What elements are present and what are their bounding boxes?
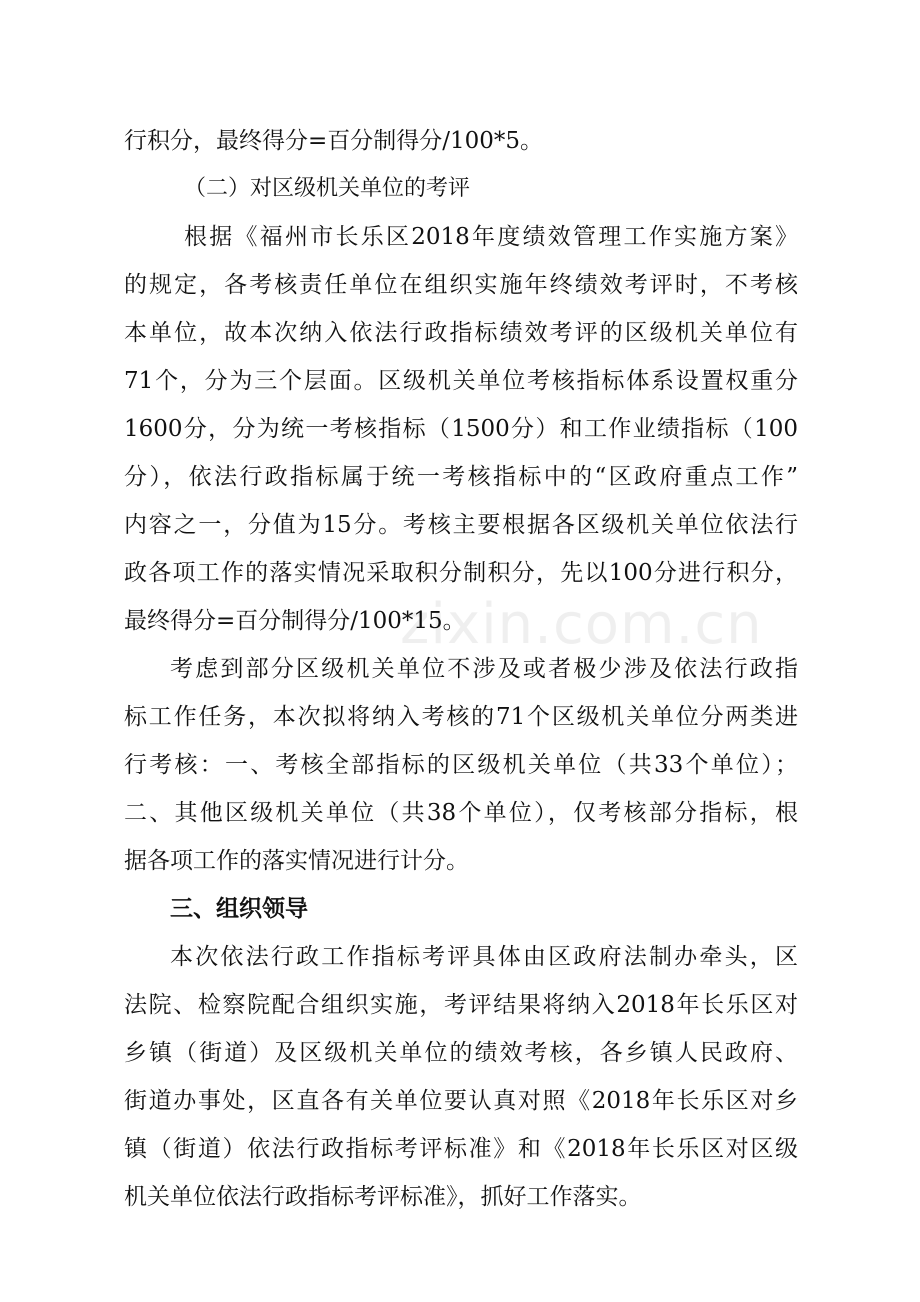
text-line: 机关单位依法行政指标考评标准》，抓好工作落实。 — [124, 1184, 642, 1210]
paragraph-district-units — [124, 213, 798, 645]
document-body — [124, 117, 798, 1221]
text-line: 根据《福州市长乐区2018年度绩效管理工作实施方案》 — [184, 224, 798, 250]
text-line: 内容之一，分值为15分。考核主要根据各区级机关单位依法行 — [124, 512, 798, 538]
text-line: 行积分，最终得分=百分制得分/100*5。 — [124, 128, 544, 154]
text-line: 行考核：一、考核全部指标的区级机关单位（共33个单位）； — [124, 752, 798, 778]
text-line: 法院、检察院配合组织实施，考评结果将纳入2018年长乐区对 — [124, 992, 798, 1018]
watermark-text: zixin.com.cn — [400, 592, 763, 657]
text-line: 街道办事处，区直各有关单位要认真对照《2018年长乐区对乡 — [124, 1088, 798, 1114]
section-subheading: （二）对区级机关单位的考评 — [184, 176, 471, 201]
text-line: 镇（街道）依法行政指标考评标准》和《2018年长乐区对区级 — [124, 1136, 798, 1162]
section-heading: 三、组织领导 — [170, 896, 308, 922]
text-line: 二、其他区级机关单位（共38个单位），仅考核部分指标，根 — [124, 800, 798, 826]
text-line: 据各项工作的落实情况进行计分。 — [124, 848, 469, 874]
text-line: 71个，分为三个层面。区级机关单位考核指标体系设置权重分 — [124, 368, 798, 394]
text-line: 政各项工作的落实情况采取积分制积分，先以100分进行积分， — [124, 560, 798, 586]
text-line: 本单位，故本次纳入依法行政指标绩效考评的区级机关单位有 — [124, 320, 798, 346]
text-line: 乡镇（街道）及区级机关单位的绩效考核，各乡镇人民政府、 — [124, 1040, 798, 1066]
text-line: 考虑到部分区级机关单位不涉及或者极少涉及依法行政指 — [170, 656, 798, 682]
text-line: 的规定，各考核责任单位在组织实施年终绩效考评时，不考核 — [124, 272, 798, 298]
paragraph-two-categories — [124, 645, 798, 885]
text-line: 1600分，分为统一考核指标（1500分）和工作业绩指标（100 — [124, 416, 798, 442]
text-line: 标工作任务，本次拟将纳入考核的71个区级机关单位分两类进 — [124, 704, 798, 730]
paragraph-scoring-end — [124, 117, 798, 165]
text-line: 最终得分=百分制得分/100*15。 — [124, 608, 466, 634]
text-line: 分），依法行政指标属于统一考核指标中的“区政府重点工作” — [124, 464, 798, 490]
paragraph-organization — [124, 933, 798, 1221]
text-line: 本次依法行政工作指标考评具体由区政府法制办牵头，区 — [170, 944, 798, 970]
